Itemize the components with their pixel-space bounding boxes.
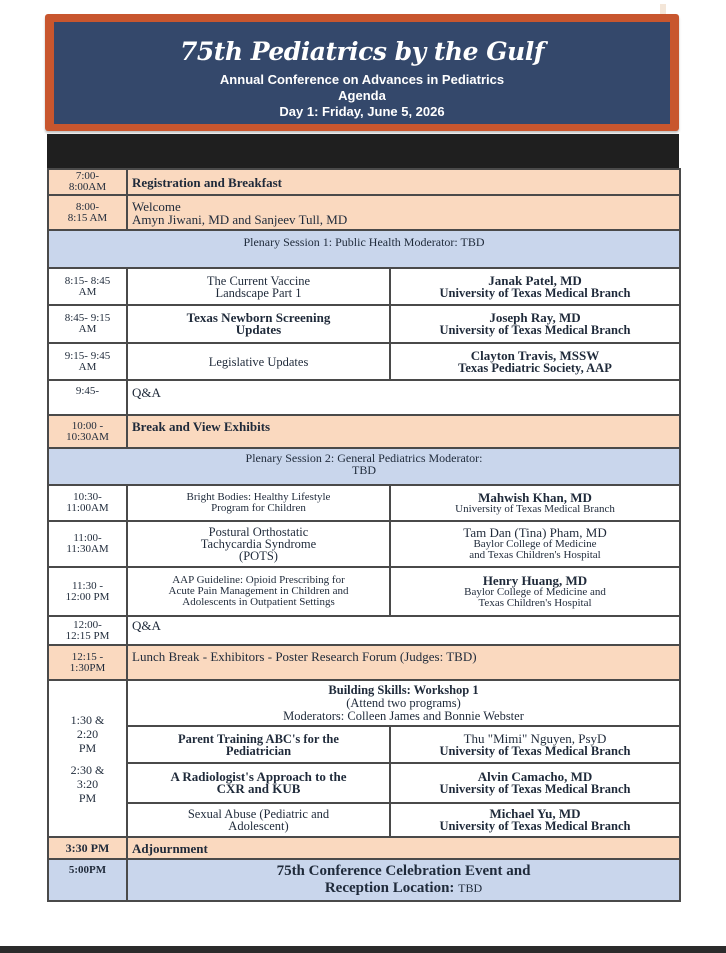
table-row xyxy=(48,343,680,380)
speaker-name: Joseph Ray, MD xyxy=(489,310,581,325)
table-row xyxy=(48,645,680,680)
topic-cell: Legislative Updates xyxy=(127,343,390,380)
speaker-affiliation: University of Texas Medical Branch xyxy=(439,285,631,300)
speaker-cell xyxy=(390,803,680,837)
time-cell: 9:45- xyxy=(48,380,127,415)
session-heading: Plenary Session 2: General Pediatrics Moderator: TBD xyxy=(48,448,680,485)
speaker-name: Clayton Travis, MSSW xyxy=(470,347,600,363)
time-cell: 10:00 - 10:30AM xyxy=(48,415,127,448)
time-cell: 5:00PM xyxy=(48,859,127,901)
topic-cell: Texas Newborn Screening Updates xyxy=(127,305,390,343)
table-row xyxy=(48,415,680,448)
table-row xyxy=(48,448,680,485)
event-label: Adjournment xyxy=(127,837,680,859)
event-label: Break and View Exhibits xyxy=(127,415,680,448)
event-label: Lunch Break - Exhibitors - Poster Research Forum (Judges: TBD) xyxy=(127,645,680,680)
speaker-cell xyxy=(390,521,680,567)
speaker-cell xyxy=(390,763,680,803)
time-cell: 11:30 - 12:00 PM xyxy=(48,567,127,616)
workshop-moderators: Moderators: Colleen James and Bonnie Webster xyxy=(283,708,524,723)
time-cell: 11:00- 11:30AM xyxy=(48,521,127,567)
table-row xyxy=(48,763,680,803)
time-cell: 7:00- 8:00AM xyxy=(48,169,127,195)
table-row xyxy=(48,195,680,230)
agenda-table xyxy=(47,168,681,902)
speaker-affiliation: Texas Pediatric Society, AAP xyxy=(458,360,612,375)
speaker-cell xyxy=(390,343,680,380)
time-cell xyxy=(48,680,127,837)
speaker-affiliation: Baylor College of Medicine and Texas Children's Hospital xyxy=(464,585,606,609)
topic-cell: AAP Guideline: Opioid Prescribing for Acute Pain Management in Children and Adolescents in Outpatient Settings xyxy=(127,567,390,616)
speaker-name: Michael Yu, MD xyxy=(489,806,581,821)
table-row xyxy=(48,485,680,521)
event-label: Q&A xyxy=(127,616,680,645)
conference-subtitle: Annual Conference on Advances in Pediatrics xyxy=(219,72,505,87)
time-cell: 8:45- 9:15 AM xyxy=(48,305,127,343)
table-row xyxy=(48,567,680,616)
page-edge-mark xyxy=(660,4,666,14)
speaker-cell xyxy=(390,485,680,521)
speaker-affiliation: University of Texas Medical Branch xyxy=(439,323,631,337)
speaker-affiliation: University of Texas Medical Branch xyxy=(439,819,631,833)
celebration-location: Reception Location: xyxy=(324,880,455,896)
time-cell: 8:15- 8:45 AM xyxy=(48,268,127,305)
workshop-time-second: 2:30 & 3:20 PM xyxy=(70,762,105,805)
time-cell: 10:30- 11:00AM xyxy=(48,485,127,521)
celebration-line-2 xyxy=(132,880,675,897)
speaker-affiliation: University of Texas Medical Branch xyxy=(455,502,615,515)
speaker-name: Henry Huang, MD xyxy=(482,572,588,588)
speaker-cell xyxy=(390,268,680,305)
speaker-name: Janak Patel, MD xyxy=(488,272,582,288)
topic-cell: Postural Orthostatic Tachycardia Syndrome (POTS) xyxy=(127,521,390,567)
table-row xyxy=(48,230,680,268)
topic-cell: The Current Vaccine Landscape Part 1 xyxy=(127,268,390,305)
time-cell: 3:30 PM xyxy=(48,837,127,859)
event-label: Q&A xyxy=(127,380,680,415)
workshop-header xyxy=(127,680,680,726)
header-divider-bar xyxy=(47,134,679,168)
speaker-name: Mahwish Khan, MD xyxy=(478,489,592,505)
table-row xyxy=(48,268,680,305)
celebration-cell xyxy=(127,859,680,901)
table-row xyxy=(48,837,680,859)
table-row xyxy=(48,859,680,901)
table-row xyxy=(48,680,680,726)
celebration-tbd: TBD xyxy=(458,881,483,895)
speaker-affiliation: Baylor College of Medicine and Texas Children's Hospital xyxy=(469,538,601,561)
speaker-affiliation: University of Texas Medical Branch xyxy=(439,782,631,796)
time-cell: 12:15 - 1:30PM xyxy=(48,645,127,680)
table-row xyxy=(48,726,680,763)
conference-title: 75th Pediatrics by the Gulf xyxy=(180,37,544,66)
topic-cell: Parent Training ABC's for the Pediatrician xyxy=(127,726,390,763)
time-cell: 8:00- 8:15 AM xyxy=(48,195,127,230)
speaker-cell xyxy=(390,567,680,616)
speaker-affiliation: University of Texas Medical Branch xyxy=(439,743,631,758)
speaker-name: Alvin Camacho, MD xyxy=(477,769,593,784)
header-banner xyxy=(45,14,679,131)
speaker-cell xyxy=(390,726,680,763)
event-label: Welcome Amyn Jiwani, MD and Sanjeev Tull, MD xyxy=(127,195,680,230)
bottom-border xyxy=(0,946,726,953)
event-label: Registration and Breakfast xyxy=(127,169,680,195)
workshop-note: (Attend two programs) xyxy=(346,695,461,710)
agenda-label: Agenda xyxy=(338,88,386,103)
speaker-name: Tam Dan (Tina) Pham, MD xyxy=(463,525,607,540)
time-cell: 12:00- 12:15 PM xyxy=(48,616,127,645)
topic-cell: Sexual Abuse (Pediatric and Adolescent) xyxy=(127,803,390,837)
table-row xyxy=(48,380,680,415)
table-row xyxy=(48,521,680,567)
topic-cell: A Radiologist's Approach to the CXR and KUB xyxy=(127,763,390,803)
day-label: Day 1: Friday, June 5, 2026 xyxy=(279,104,445,119)
celebration-line-1: 75th Conference Celebration Event and xyxy=(276,863,531,879)
table-row xyxy=(48,803,680,837)
table-row xyxy=(48,305,680,343)
speaker-name: Thu "Mimi" Nguyen, PsyD xyxy=(463,730,607,746)
workshop-time-first: 1:30 & 2:20 PM xyxy=(70,712,105,755)
speaker-cell xyxy=(390,305,680,343)
time-cell: 9:15- 9:45 AM xyxy=(48,343,127,380)
table-row xyxy=(48,616,680,645)
header-banner-inner xyxy=(54,22,670,124)
table-row xyxy=(48,169,680,195)
session-heading: Plenary Session 1: Public Health Moderator: TBD xyxy=(48,230,680,268)
workshop-title: Building Skills: Workshop 1 xyxy=(328,682,479,697)
topic-cell: Bright Bodies: Healthy Lifestyle Program for Children xyxy=(127,485,390,521)
